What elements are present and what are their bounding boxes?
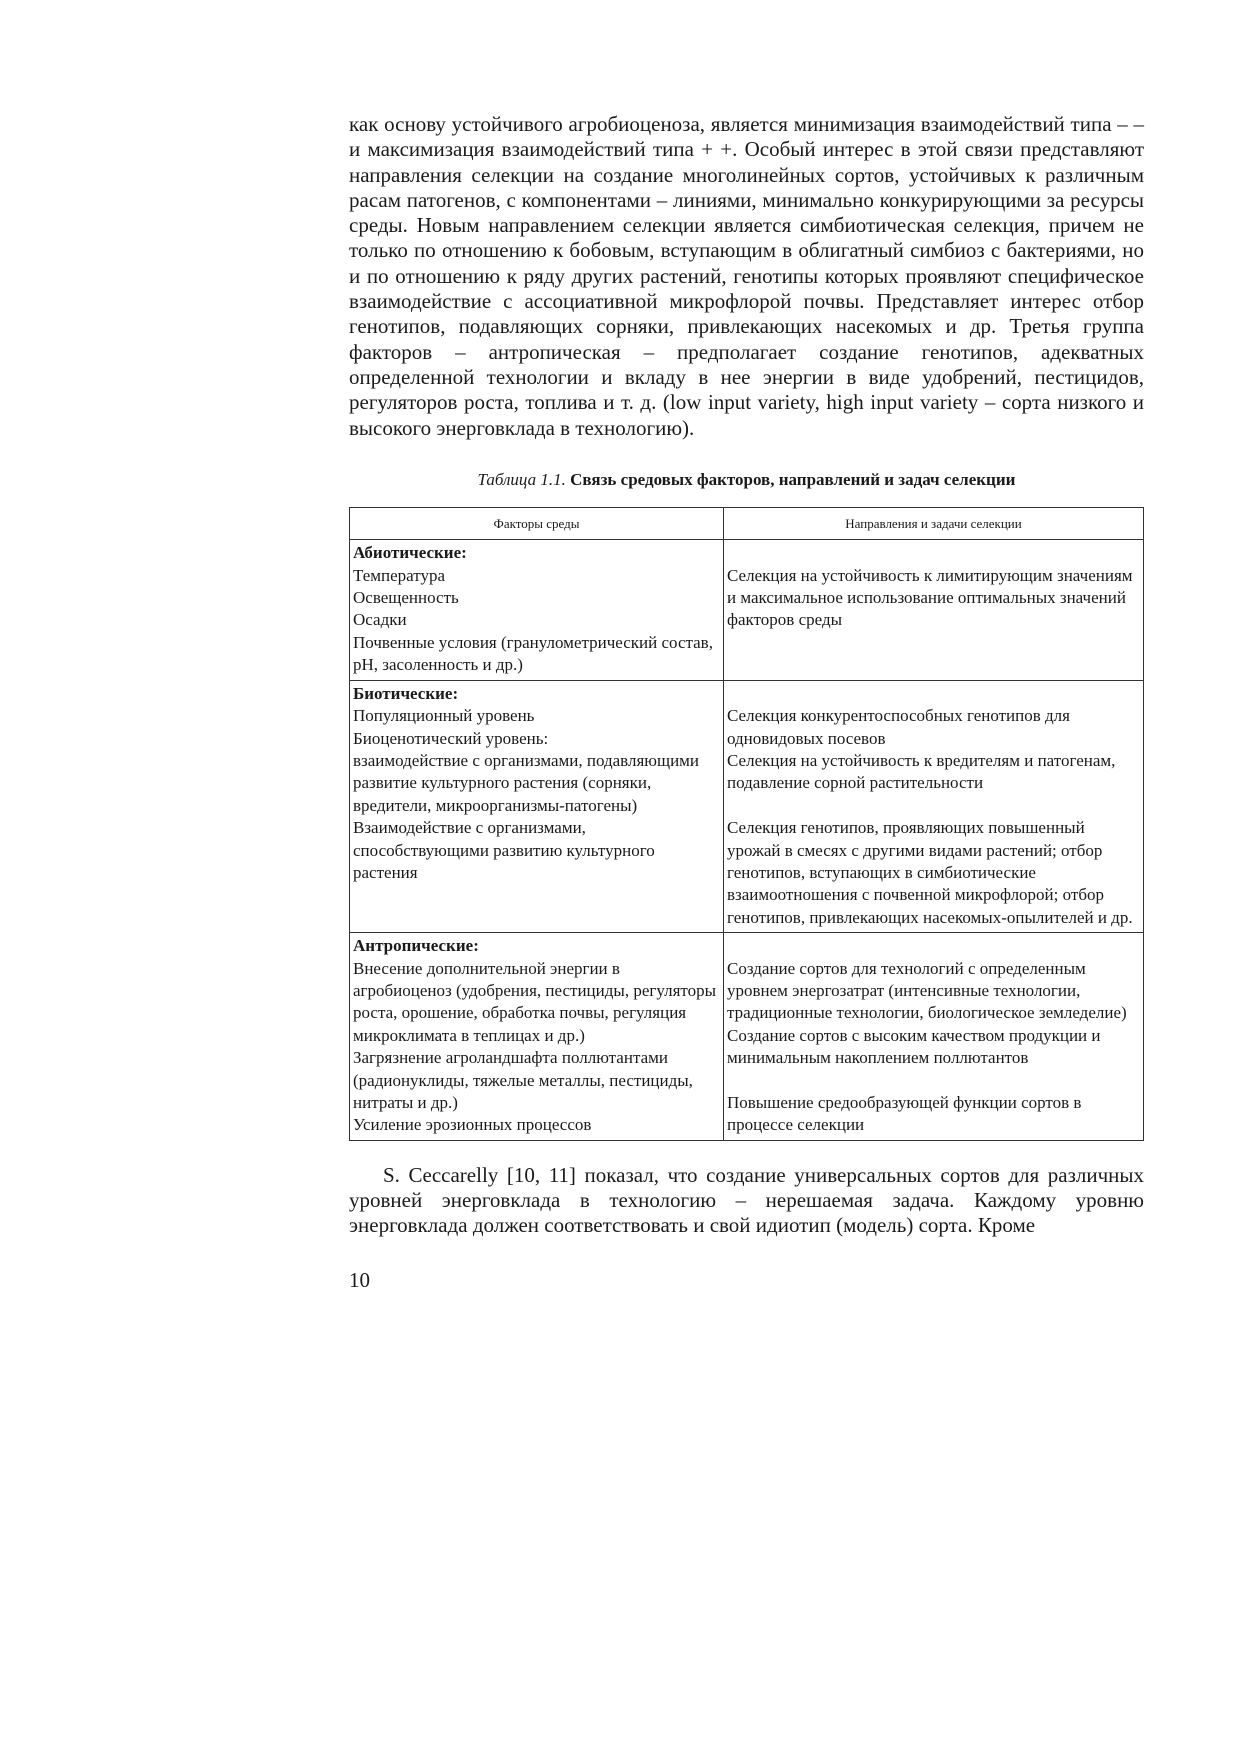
spacer — [727, 935, 1140, 957]
paragraph-top: как основу устойчивого агробиоценоза, является минимизация взаимодействий типа – – и максимизация взаимодействий типа + +. Особый интерес в этой связи представляют направления селекции на создание многолинейных сортов, устойчивых к различным расам патогенов, с компонентами – линиями, минимально конкурирующими за ресурсы среды. Новым направлением селекции является симбиотическая селекция, причем не только по отношению к бобовым, вступающим в облигатный симбиоз с бактериями, но и по отношению к ряду других растений, генотипы которых проявляют специфическое взаимодействие с ассоциативной микрофлорой почвы. Представляет интерес отбор генотипов, подавляющих сорняки, привлекающих насекомых и др. Третья группа факторов – антропическая – предполагает создание генотипов, адекватных определенной технологии и вкладу в нее энергии в виде удобрений, пестицидов, регуляторов роста, топлива и т. д. (low input variety, high input variety – сорта низкого и высокого энерговклада в технологию). — [349, 112, 1144, 440]
task-item: Селекция на устойчивость к лимитирующим значениям и максимальное использование оптимальных значений факторов среды — [727, 565, 1133, 630]
task-item: Селекция на устойчивость к вредителям и патогенам, подавление сорной растительности — [727, 750, 1116, 793]
factors-cell — [350, 933, 724, 1141]
table-row — [350, 680, 1144, 932]
table-header-row — [350, 507, 1144, 539]
task-item: Создание сортов с высоким качеством продукции и минимальным накоплением поллютантов — [727, 1025, 1101, 1068]
task-item: Селекция конкурентоспособных генотипов для одновидовых посевов — [727, 706, 1070, 748]
factor-item: Освещенность — [353, 588, 459, 608]
paragraph-bottom: S. Ceccarelly [10, 11] показал, что создание универсальных сортов для различных уровней энерговклада в технологию – нерешаемая задача. Каждому уровню энерговклада должен соответствовать и свой идиотип (модель) сорта. Кроме — [349, 1162, 1144, 1238]
factor-item: Усиление эрозионных процессов — [353, 1115, 592, 1135]
table-caption-label: Таблица 1.1. — [477, 469, 566, 489]
spacer — [727, 542, 1140, 564]
task-item: Повышение средообразующей функции сортов в процессе селекции — [727, 1092, 1082, 1135]
factor-item: Загрязнение агроландшафта поллютантами (радионуклиды, тяжелые металлы, пестициды, нитраты и др.) — [353, 1048, 693, 1112]
factor-item: Почвенные условия (гранулометрический состав, pH, засоленность и др.) — [353, 632, 713, 675]
factor-item: Популяционный уровень — [353, 706, 535, 726]
table-caption-title: Связь средовых факторов, направлений и задач селекции — [570, 469, 1016, 489]
table-caption — [349, 469, 1144, 491]
tasks-cell — [724, 680, 1144, 932]
tasks-cell — [724, 933, 1144, 1141]
page-content — [349, 112, 1144, 1293]
header-factors: Факторы среды — [350, 507, 724, 539]
spacer — [727, 1070, 1140, 1092]
group-name-biotic: Биотические: — [353, 683, 459, 703]
factor-item: взаимодействие с организмами, подавляющими развитие культурного растения (сорняки, вредители, микроорганизмы-патогены) — [353, 750, 700, 815]
spacer — [727, 683, 1140, 705]
factors-cell — [350, 680, 724, 932]
table-row — [350, 933, 1144, 1141]
group-name-anthropic: Антропические: — [353, 936, 479, 956]
header-tasks: Направления и задачи селекции — [724, 507, 1144, 539]
task-item: Создание сортов для технологий с определенным уровнем энергозатрат (интенсивные технологии, традиционные технологии, биологическое земледелие) — [727, 958, 1127, 1023]
page-number: 10 — [349, 1267, 370, 1292]
selection-factors-table — [349, 507, 1144, 1141]
factor-item: Взаимодействие с организмами, способствующими развитию культурного растения — [353, 818, 655, 882]
task-item: Селекция генотипов, проявляющих повышенный урожай в смесях с другими видами растений; отбор генотипов, вступающих в симбиотические взаимоотношения с почвенной микрофлорой; отбор генотипов, привлекающих насекомых-опылителей и др. — [727, 818, 1133, 927]
factor-item: Внесение дополнительной энергии в агробиоценоз (удобрения, пестициды, регуляторы роста, орошение, обработка почвы, регуляция микроклимата в теплицах и др.) — [353, 958, 717, 1045]
factor-item: Осадки — [353, 610, 407, 630]
tasks-cell — [724, 540, 1144, 680]
factors-cell — [350, 540, 724, 680]
spacer — [727, 795, 1140, 817]
table-row — [350, 540, 1144, 680]
group-name-abiotic: Абиотические: — [353, 543, 467, 563]
factor-item: Биоценотический уровень: — [353, 728, 549, 748]
factor-item: Температура — [353, 565, 446, 585]
